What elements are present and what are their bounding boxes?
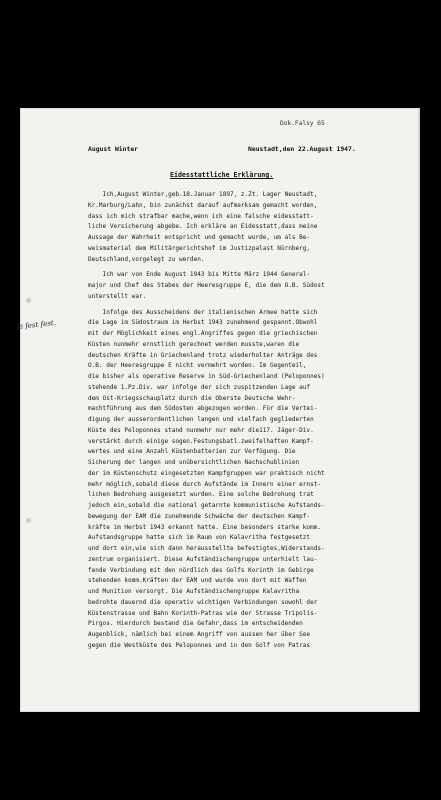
document-stamp: Dok.Falsy 65: [280, 120, 325, 127]
text-line: bedrohte dauernd die operativ wichtigen Verbindungen sowohl der: [88, 598, 318, 606]
text-line: lichen Bedrohung ausgesetzt wurden. Eine solche Bedrohung trat: [88, 491, 314, 499]
text-line: bewegung der EAM die zunehmende Schwäche der deutschen Kampf-: [88, 512, 311, 520]
text-line: dem Ost-Kriegsschauplatz durch die Oberste Deutsche Wehr-: [88, 394, 296, 402]
text-line: Sicherung der langen und unübersichtlichen Nachschublinien: [88, 459, 300, 466]
text-line: zentrum organisiert. Diese Aufständischengruppe unterhielt lau-: [88, 555, 318, 563]
text-line: deutschen Kräfte in Griechenland trotz wiederholter Anträge des: [88, 351, 318, 359]
handwritten-margin-note: Ja fest fest.: [15, 318, 57, 332]
text-line: stehende 1.Pz.Div. war infolge der sich zuspitzenden Lage auf: [88, 383, 311, 391]
text-line: weismaterial dem Militärgerichtshof im Justizpalast Nürnberg,: [88, 244, 311, 252]
text-line: O.B. der Heeresgruppe E nicht vermehrt worden. Im Gegenteil,: [88, 362, 307, 370]
text-line: machtführung aus dem Südosten abgezogen worden. Für die Vertei-: [88, 405, 318, 413]
text-line: Aufstandsgruppe hatte sich im Raum von Kalavritha festgesetzt: [88, 534, 311, 542]
text-line: Pirgos. Hierdurch bestand die Gefahr,dass im entscheidenden: [88, 620, 303, 628]
paragraph: [88, 270, 380, 302]
text-line: die Lage im Südostraum im Herbst 1943 zunehmend gespannt.Obwohl: [88, 319, 318, 327]
text-line: mit der Möglichkeit eines engl.Angriffes gegen die griechischen: [88, 330, 318, 337]
text-line: gegen die Westküste des Peloponnes und in den Golf von Patras: [88, 641, 311, 649]
text-line: dass ich mich strafbar mache,wenn ich eine falsche eidesstatt-: [88, 212, 314, 220]
document-body: [88, 190, 380, 652]
text-line: Augenblick, nämlich bei einem Angriff von aussen her über See: [88, 631, 311, 638]
text-line: wertes und eine Anzahl Küstenbatterien zur Verfügung. Die: [88, 448, 296, 456]
text-line: digung der ausserordentlichen langen und vielfach gegliederten: [88, 416, 314, 423]
text-line: stehenden komm.Kräften der EAM und wurde von dort mit Waffen: [88, 577, 307, 585]
text-line: major und Chef des Stabes der Heeresgruppe E, die dem O.B. Südost: [88, 282, 325, 289]
text-line: verstärkt durch einige sogen.Festungsbatl.zweifelhaften Kampf-: [88, 437, 314, 445]
text-line: Küste des Peloponnes stand nunmehr nur mehr die117. Jäger-Div.: [88, 426, 314, 434]
text-line: die bisher als operative Reserve in Süd-Griechenland (Peloponnes): [88, 373, 325, 380]
document-title: Eidesstattliche Erklärung.: [170, 171, 274, 179]
punch-hole: [26, 298, 31, 303]
text-line: und Munition versorgt. Die Aufständischengruppe Kalavritha: [88, 588, 300, 595]
text-line: Infolge des Ausscheidens der italienischen Armee hatte sich: [88, 308, 318, 316]
text-line: fende Verbindung mit den nördlich des Golfs Korinth im Gebirge: [88, 566, 314, 574]
text-line: Ich war von Ende August 1943 bis Mitte März 1944 General-: [88, 271, 311, 279]
text-line: und dort ein,wie sich dann herausstellte befestigtes,Widerstands-: [88, 545, 325, 552]
text-line: Küsten nunmehr ernstlich gerechnet werden musste,waren die: [88, 340, 300, 348]
text-line: liche Versicherung abgebe. Ich erkläre an Eidesstatt,dass meine: [88, 223, 318, 231]
text-line: der im Küstenschutz eingesetzten Kampfgruppen war praktisch nicht: [88, 469, 325, 477]
punch-hole: [26, 518, 31, 523]
text-line: Küstenstrasse und Bahn Korinth-Patras wie der Strasse Tripolis-: [88, 609, 318, 617]
scan-edge: [418, 108, 420, 712]
text-line: mehr möglich,sobald diese durch Aufstände im Innern einer ernst-: [88, 480, 321, 488]
text-line: jedoch ein,sobald die national getarnte kommunistische Aufstands-: [88, 502, 325, 509]
text-line: Deutschland,vorgelegt zu werden.: [88, 255, 205, 263]
text-line: unterstellt war.: [88, 292, 147, 300]
paragraph: [88, 190, 380, 265]
text-line: Aussage der Wahrheit entspricht und gemacht wurde, um als Be-: [88, 234, 311, 241]
place-date: Neustadt,den 22.August 1947.: [248, 145, 356, 153]
text-line: kräfte im Herbst 1943 erkannt hatte. Eine besonders starke komm.: [88, 523, 321, 531]
paragraph: [88, 308, 380, 652]
author-name: August Winter: [88, 145, 139, 153]
text-line: Kr.Marburg/Lahn, bin zunächst darauf aufmerksam gemacht worden,: [88, 201, 318, 209]
text-line: Ich,August Winter,geb.18.Januar 1897, z.Zt. Lager Neustadt,: [88, 191, 318, 198]
